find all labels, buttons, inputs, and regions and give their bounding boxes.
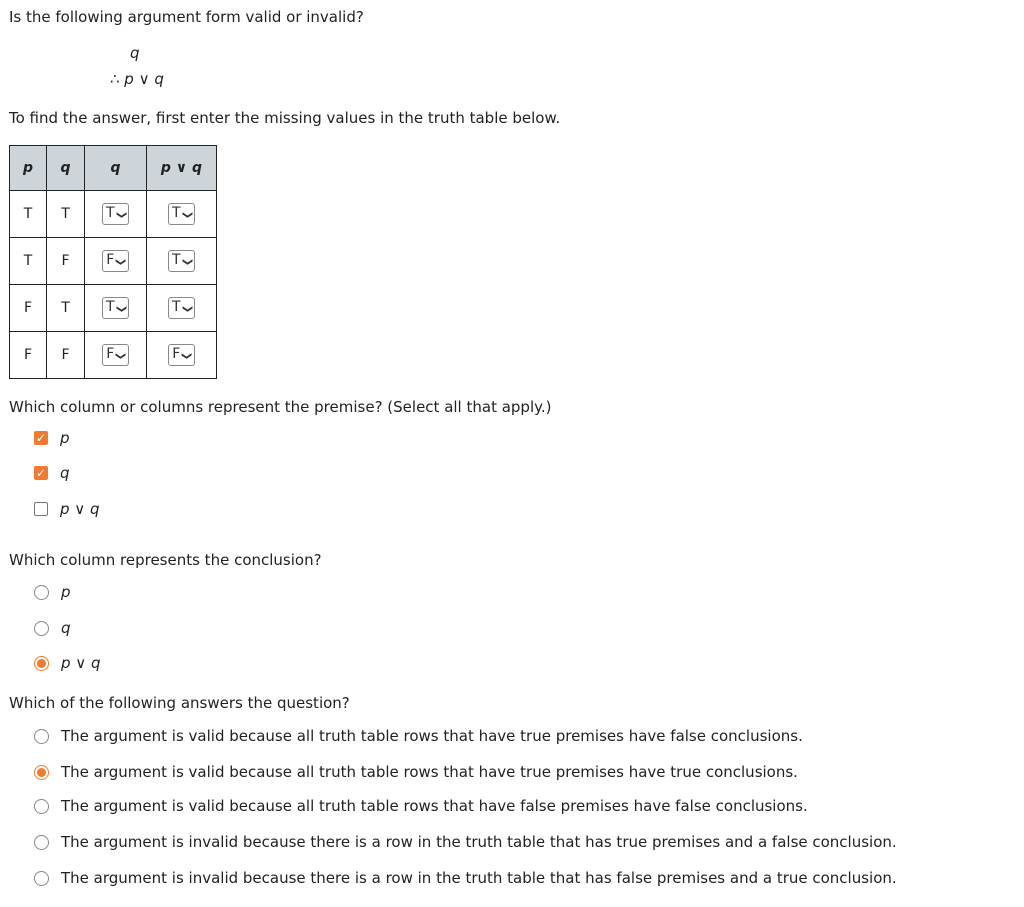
chevron-down-icon: ❯ xyxy=(181,257,193,267)
q-select[interactable] xyxy=(102,203,129,225)
chevron-down-icon: ❯ xyxy=(115,304,127,314)
checkbox[interactable]: ✓ xyxy=(35,431,47,445)
argument-premise: q xyxy=(130,44,140,62)
q2-option[interactable] xyxy=(34,583,71,601)
q2-option[interactable] xyxy=(34,654,101,672)
p-or-q-select-value: T xyxy=(172,252,181,268)
chevron-down-icon: ❯ xyxy=(115,210,127,220)
question-text: Is the following argument form valid or invalid? xyxy=(9,8,364,26)
q-select[interactable] xyxy=(102,344,128,366)
table-row xyxy=(10,285,217,332)
cell-q: F xyxy=(47,332,85,379)
checkbox[interactable]: ✓ xyxy=(35,466,47,480)
q-select[interactable] xyxy=(102,297,129,319)
p-or-q-select-value: T xyxy=(172,299,181,315)
p-or-q-select[interactable] xyxy=(168,203,195,225)
chevron-down-icon: ❯ xyxy=(115,257,127,267)
radio-button[interactable] xyxy=(34,621,49,636)
radio-button[interactable] xyxy=(34,729,49,744)
option-label: The argument is valid because all truth table rows that have true premises have false conclusions. xyxy=(61,727,803,745)
radio-button[interactable] xyxy=(34,656,49,671)
radio-button[interactable] xyxy=(34,871,49,886)
cell-p: T xyxy=(10,238,47,285)
q3-option[interactable] xyxy=(34,727,803,745)
cell-q: F xyxy=(47,238,85,285)
q3-option[interactable] xyxy=(34,869,897,887)
q-select-value: T xyxy=(106,205,115,221)
instruction-text: To find the answer, first enter the missing values in the truth table below. xyxy=(9,109,561,127)
cell-p: T xyxy=(10,191,47,238)
q3-option[interactable] xyxy=(34,833,897,851)
chevron-down-icon: ❯ xyxy=(181,210,193,220)
p-or-q-select[interactable] xyxy=(168,250,195,272)
premise-question: Which column or columns represent the premise? (Select all that apply.) xyxy=(9,398,552,416)
p-or-q-select-value: F xyxy=(172,346,181,362)
cell-q: T xyxy=(47,191,85,238)
chevron-down-icon: ❯ xyxy=(181,304,193,314)
q3-option[interactable] xyxy=(34,763,798,781)
q-select[interactable] xyxy=(102,250,128,272)
q1-option[interactable] xyxy=(34,500,100,518)
p-or-q-select[interactable] xyxy=(168,344,194,366)
radio-button[interactable] xyxy=(34,799,49,814)
option-label: p xyxy=(60,429,70,447)
q-select-value: F xyxy=(106,346,115,362)
answer-question: Which of the following answers the question? xyxy=(9,694,350,712)
header-q: q xyxy=(47,146,85,191)
option-label: p xyxy=(61,583,71,601)
option-label: The argument is invalid because there is a row in the truth table that has false premises and a true conclusion. xyxy=(61,869,897,887)
q2-option[interactable] xyxy=(34,619,71,637)
chevron-down-icon: ❯ xyxy=(115,351,127,361)
header-q-input: q xyxy=(85,146,147,191)
p-or-q-select-value: T xyxy=(172,205,181,221)
truth-table xyxy=(9,145,217,379)
option-label: p ∨ q xyxy=(60,500,100,518)
header-p: p xyxy=(10,146,47,191)
option-label: The argument is valid because all truth table rows that have true premises have true conclusions. xyxy=(61,763,798,781)
q1-option[interactable] xyxy=(34,464,70,482)
radio-button[interactable] xyxy=(34,835,49,850)
table-row xyxy=(10,332,217,379)
cell-q: T xyxy=(47,285,85,332)
cell-p: F xyxy=(10,332,47,379)
conclusion-question: Which column represents the conclusion? xyxy=(9,551,322,569)
option-label: q xyxy=(60,464,70,482)
q-select-value: T xyxy=(106,299,115,315)
radio-button[interactable] xyxy=(34,585,49,600)
p-or-q-select[interactable] xyxy=(168,297,195,319)
table-row xyxy=(10,238,217,285)
table-row xyxy=(10,191,217,238)
option-label: The argument is invalid because there is a row in the truth table that has true premises and a false conclusion. xyxy=(61,833,897,851)
q-select-value: F xyxy=(106,252,115,268)
argument-conclusion: ∴ p ∨ q xyxy=(110,70,164,88)
header-p-or-q: p ∨ q xyxy=(147,146,217,191)
radio-button[interactable] xyxy=(34,765,49,780)
option-label: q xyxy=(61,619,71,637)
option-label: The argument is valid because all truth table rows that have false premises have false conclusions. xyxy=(61,797,808,815)
chevron-down-icon: ❯ xyxy=(181,351,193,361)
cell-p: F xyxy=(10,285,47,332)
q3-option[interactable] xyxy=(34,797,808,815)
checkbox[interactable] xyxy=(34,502,48,516)
option-label: p ∨ q xyxy=(61,654,101,672)
q1-option[interactable] xyxy=(34,429,70,447)
